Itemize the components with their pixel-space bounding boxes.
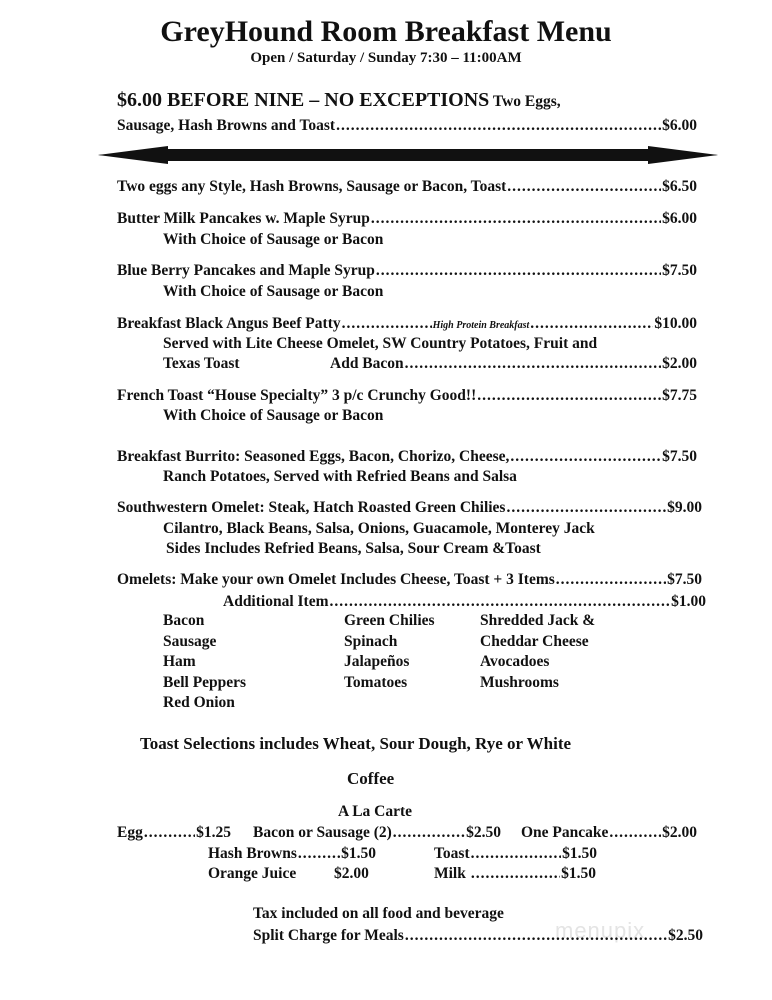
- omelet-option: Green Chilies: [344, 612, 435, 629]
- item-price: $7.50: [662, 448, 697, 465]
- leader: [330, 592, 671, 612]
- item-name: Hash Browns: [208, 845, 297, 862]
- leader: [507, 177, 661, 197]
- item-price: $9.00: [667, 499, 702, 516]
- item-price: $6.50: [662, 178, 697, 195]
- leader: [342, 314, 432, 334]
- item-price: $7.75: [662, 387, 697, 404]
- item-price: $1.50: [562, 845, 597, 862]
- omelet-option: Avocadoes: [480, 653, 550, 670]
- item-detail: Sides Includes Refried Beans, Salsa, Sour Cream &Toast: [166, 540, 541, 557]
- a-la-carte-item: [117, 823, 231, 843]
- menu-item: [117, 498, 702, 518]
- item-detail: With Choice of Sausage or Bacon: [163, 407, 384, 424]
- menu-item: [117, 314, 697, 336]
- omelet-option: Bell Peppers: [163, 674, 247, 691]
- leader: [298, 844, 340, 864]
- special-row: [117, 116, 697, 136]
- leader: [609, 823, 661, 843]
- watermark: menupix: [555, 918, 646, 943]
- special-headline: $6.00 BEFORE NINE – NO EXCEPTIONS: [117, 89, 490, 111]
- menu-title: GreyHound Room Breakfast Menu: [160, 15, 612, 48]
- item-price: $1.50: [341, 845, 376, 862]
- addon-row: [330, 354, 697, 374]
- menu-item: [117, 261, 697, 281]
- tax-note: Tax included on all food and beverage: [253, 905, 504, 922]
- special-desc-start: Two Eggs,: [492, 93, 561, 110]
- item-detail: With Choice of Sausage or Bacon: [163, 283, 384, 300]
- leader: [376, 261, 661, 281]
- a-la-carte-item: [253, 823, 501, 843]
- item-name: French Toast “House Specialty” 3 p/c Crunchy Good!!: [117, 387, 477, 404]
- item-name: Toast: [434, 845, 470, 862]
- item-price: $10.00: [654, 315, 697, 332]
- toast-note: Toast Selections includes Wheat, Sour Dough, Rye or White: [140, 734, 572, 753]
- menu-item: [117, 447, 697, 467]
- addon-price: $1.00: [671, 593, 706, 610]
- leader: [556, 570, 666, 590]
- item-name: One Pancake: [521, 824, 609, 841]
- item-price: $6.00: [662, 210, 697, 227]
- leader: [477, 386, 661, 406]
- omelet-option: Cheddar Cheese: [480, 633, 589, 650]
- special-headline-line: [117, 90, 561, 112]
- double-arrow-divider: [98, 146, 718, 164]
- item-detail: Served with Lite Cheese Omelet, SW Country Potatoes, Fruit and: [163, 335, 598, 352]
- item-name: Two eggs any Style, Hash Browns, Sausage or Bacon, Toast: [117, 178, 507, 195]
- a-la-carte-heading: A La Carte: [338, 803, 413, 820]
- item-name: Bacon or Sausage (2): [253, 824, 392, 841]
- item-name: Orange Juice: [208, 865, 297, 882]
- item-name: Breakfast Black Angus Beef Patty: [117, 315, 341, 332]
- item-price: $7.50: [667, 571, 702, 588]
- item-name: Omelets: Make your own Omelet Includes Cheese, Toast + 3 Items: [117, 571, 555, 588]
- omelet-option: Mushrooms: [480, 674, 559, 691]
- omelet-option: Red Onion: [163, 694, 235, 711]
- split-charge-row: [253, 926, 703, 946]
- special-desc: Sausage, Hash Browns and Toast: [117, 117, 336, 134]
- item-price: $2.50: [466, 824, 501, 841]
- addon-row: [223, 592, 706, 612]
- leader: [393, 823, 465, 843]
- item-price: $2.00: [334, 865, 369, 882]
- split-charge-price: $2.50: [668, 927, 703, 944]
- menu-item: [117, 209, 697, 229]
- omelet-option: Tomatoes: [344, 674, 408, 691]
- menu-item: [117, 570, 702, 590]
- leader: [471, 864, 560, 884]
- leader: [510, 447, 661, 467]
- leader: [144, 823, 195, 843]
- item-price: $1.25: [196, 824, 231, 841]
- special-price: $6.00: [662, 117, 697, 134]
- item-detail: Ranch Potatoes, Served with Refried Beans and Salsa: [163, 468, 517, 485]
- item-detail: With Choice of Sausage or Bacon: [163, 231, 384, 248]
- a-la-carte-item: [208, 844, 376, 864]
- item-name: Blue Berry Pancakes and Maple Syrup: [117, 262, 375, 279]
- a-la-carte-item: [434, 864, 596, 884]
- item-price: $7.50: [662, 262, 697, 279]
- omelet-option: Spinach: [344, 633, 398, 650]
- item-name: Southwestern Omelet: Steak, Hatch Roasted Green Chilies: [117, 499, 506, 516]
- item-name: Milk: [434, 865, 466, 882]
- addon-price: $2.00: [662, 355, 697, 372]
- coffee-heading: Coffee: [347, 769, 395, 788]
- omelet-option: Shredded Jack &: [480, 612, 596, 629]
- menu-item: [117, 177, 697, 197]
- leader: [371, 209, 661, 229]
- leader: [506, 498, 666, 518]
- item-price: $2.00: [662, 824, 697, 841]
- item-name: Butter Milk Pancakes w. Maple Syrup: [117, 210, 370, 227]
- addon-name: Additional Item: [223, 593, 329, 610]
- omelet-option: Sausage: [163, 633, 217, 650]
- item-detail: Cilantro, Black Beans, Salsa, Onions, Guacamole, Monterey Jack: [163, 520, 595, 537]
- addon-name: Add Bacon: [330, 355, 404, 372]
- leader: [471, 844, 562, 864]
- leader: [336, 116, 661, 136]
- a-la-carte-item: [521, 823, 697, 843]
- menu-item: [117, 386, 697, 406]
- omelet-option: Jalapeños: [344, 653, 410, 670]
- item-name: Breakfast Burrito: Seasoned Eggs, Bacon, Chorizo, Cheese,: [117, 448, 510, 465]
- leader: [530, 314, 653, 334]
- leader: [405, 926, 667, 946]
- omelet-option: Ham: [163, 653, 196, 670]
- item-note: High Protein Breakfast: [432, 320, 530, 331]
- split-charge-label: Split Charge for Meals: [253, 927, 404, 944]
- hours: Open / Saturday / Sunday 7:30 – 11:00AM: [250, 50, 522, 66]
- item-detail: Texas Toast: [163, 355, 240, 372]
- omelet-option: Bacon: [163, 612, 205, 629]
- item-name: Egg: [117, 824, 143, 841]
- leader: [405, 354, 661, 374]
- item-price: $1.50: [561, 865, 596, 882]
- a-la-carte-item: [434, 844, 597, 864]
